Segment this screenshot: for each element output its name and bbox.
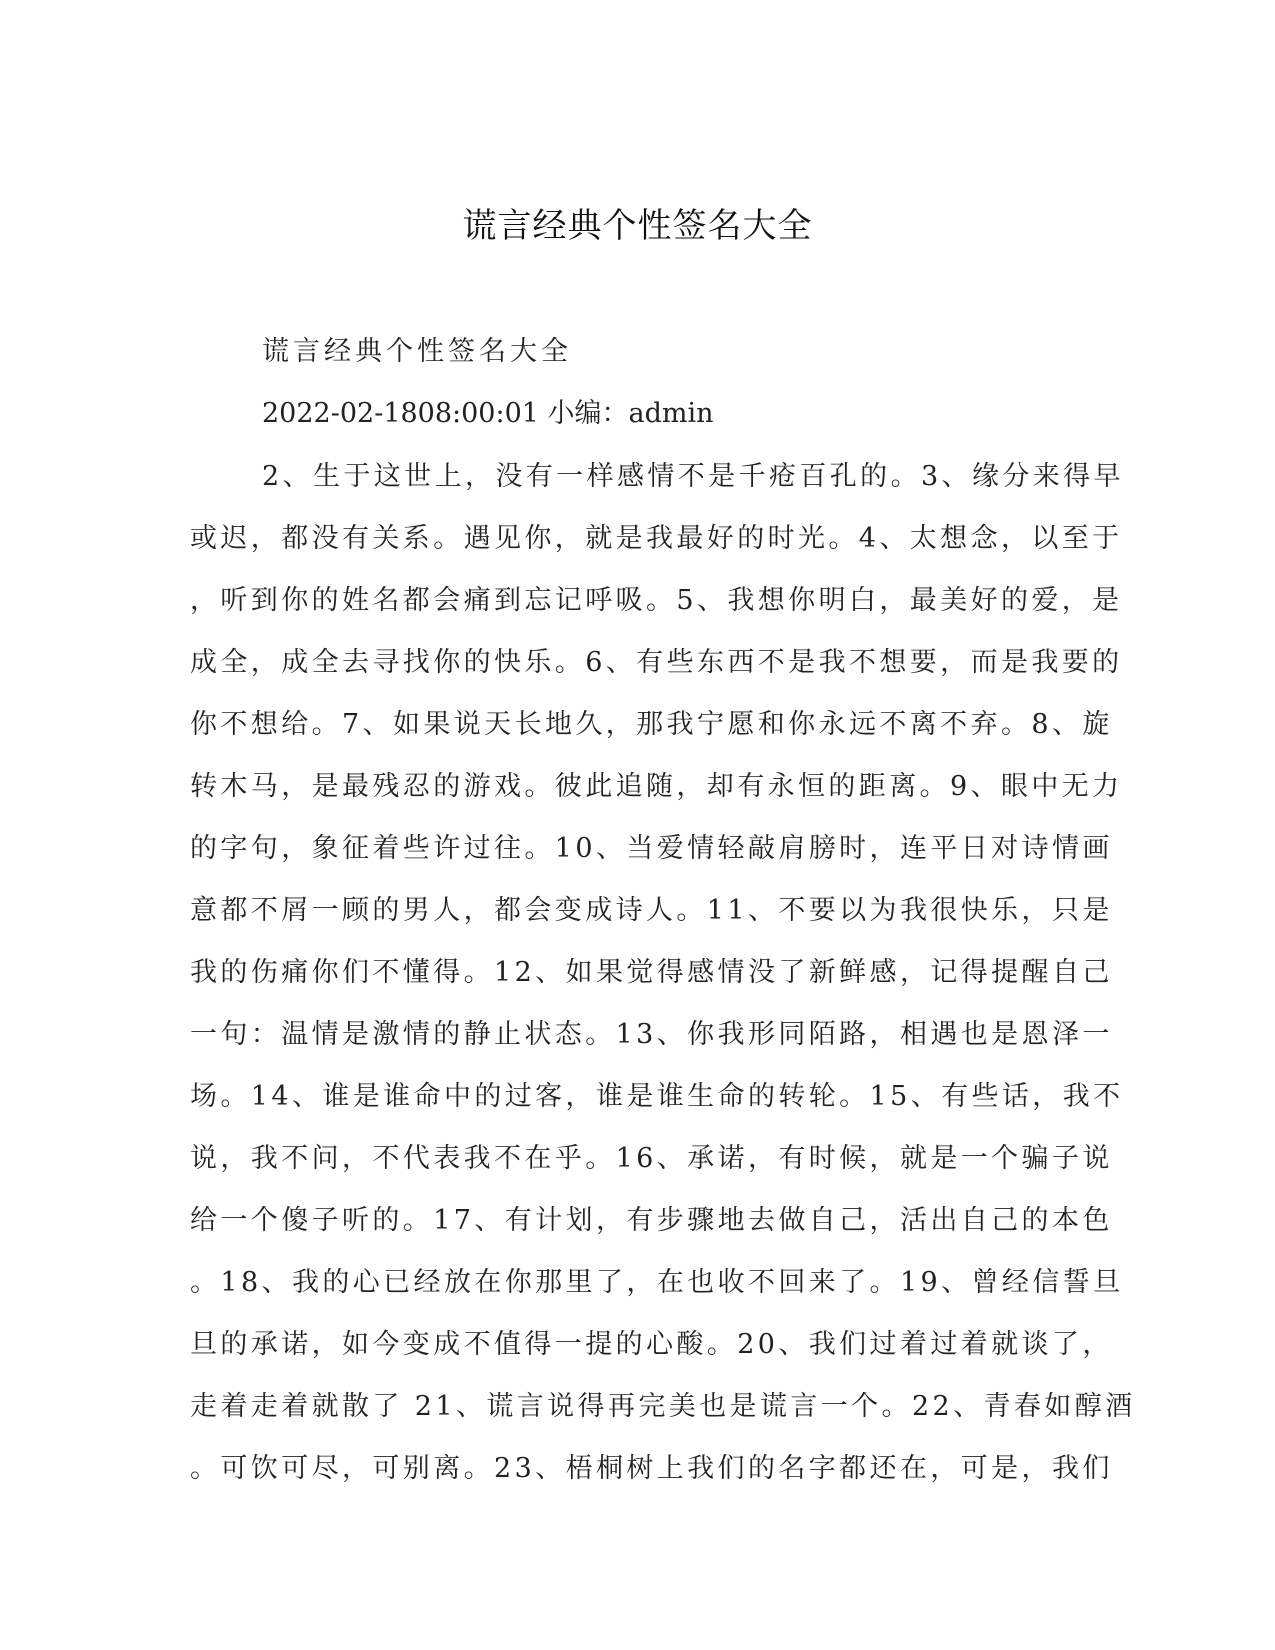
body-line: 或迟，都没有关系。遇见你，就是我最好的时光。4、太想念，以至于: [190, 523, 1123, 554]
body-line: 走着走着就散了 21、谎言说得再完美也是谎言一个。22、青春如醇酒: [190, 1391, 1136, 1422]
body-line: 场。14、谁是谁命中的过客，谁是谁生命的转轮。15、有些话，我不: [190, 1081, 1124, 1112]
body-line: 你不想给。7、如果说天长地久，那我宁愿和你永远不离不弃。8、旋: [190, 709, 1113, 740]
body-line: ，听到你的姓名都会痛到忘记呼吸。5、我想你明白，最美好的爱，是: [190, 585, 1123, 616]
body-line: 一句：温情是激情的静止状态。13、你我形同陌路，相遇也是恩泽一: [190, 1019, 1113, 1050]
body-line: 。18、我的心已经放在你那里了，在也收不回来了。19、曾经信誓旦: [190, 1267, 1124, 1298]
body-line: 。可饮可尽，可别离。23、梧桐树上我们的名字都还在，可是，我们: [190, 1453, 1113, 1484]
body-line: 的字句，象征着些许过往。10、当爱情轻敲肩膀时，连平日对诗情画: [190, 833, 1113, 864]
body-line: 给一个傻子听的。17、有计划，有步骤地去做自己，活出自己的本色: [190, 1205, 1113, 1236]
publish-meta: 2022-02-1808:00:01 小编：admin: [262, 398, 714, 429]
body-line: 成全，成全去寻找你的快乐。6、有些东西不是我不想要，而是我要的: [190, 647, 1123, 678]
body-line: 2、生于这世上，没有一样感情不是千疮百孔的。3、缘分来得早: [262, 461, 1124, 492]
body-paragraph: [190, 452, 1136, 1506]
document-subtitle: 谎言经典个性签名大全: [262, 336, 572, 367]
body-line: 说，我不问，不代表我不在乎。16、承诺，有时候，就是一个骗子说: [190, 1143, 1113, 1174]
body-line: 旦的承诺，如今变成不值得一提的心酸。20、我们过着过着就谈了，: [190, 1329, 1113, 1360]
body-line: 转木马，是最残忍的游戏。彼此追随，却有永恒的距离。9、眼中无力: [190, 771, 1123, 802]
body-line: 意都不屑一顾的男人，都会变成诗人。11、不要以为我很快乐，只是: [190, 895, 1113, 926]
document-title: 谎言经典个性签名大全: [462, 206, 813, 246]
body-line: 我的伤痛你们不懂得。12、如果觉得感情没了新鲜感，记得提醒自己: [190, 957, 1113, 988]
